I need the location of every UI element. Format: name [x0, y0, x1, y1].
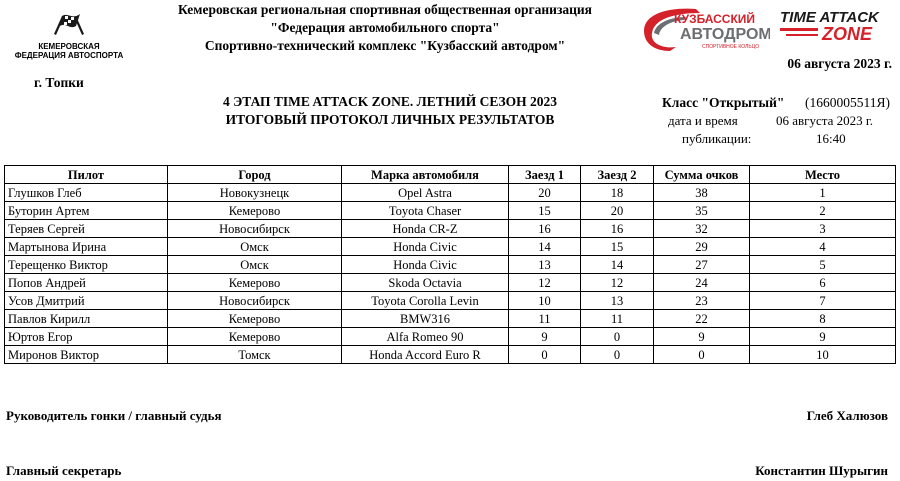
table-row: [5, 256, 896, 274]
cell-pilot: Мартынова Ирина: [5, 238, 168, 256]
header-date: 06 августа 2023 г.: [787, 56, 892, 71]
datetime-label-1: дата и время: [668, 113, 738, 128]
logo-text-line-1: КЕМЕРОВСКАЯ: [38, 42, 100, 51]
table-row: [5, 202, 896, 220]
time-attack-zone-logo: [778, 8, 896, 44]
cell-car: Honda CR-Z: [342, 220, 509, 238]
column-header-race-2: Заезд 2: [581, 166, 654, 184]
cell-race-1: 10: [509, 292, 581, 310]
column-header-city: Город: [168, 166, 342, 184]
cell-place: 5: [750, 256, 896, 274]
cell-pilot: Попов Андрей: [5, 274, 168, 292]
cell-place: 9: [750, 328, 896, 346]
cell-place: 2: [750, 202, 896, 220]
cell-car: Toyota Corolla Levin: [342, 292, 509, 310]
logo-ta-text-2: ZONE: [822, 24, 873, 44]
secretary-label: Главный секретарь: [6, 463, 122, 478]
cell-car: Toyota Chaser: [342, 202, 509, 220]
cell-race-2: 20: [581, 202, 654, 220]
cell-city: Кемерово: [168, 202, 342, 220]
judge-label: Руководитель гонки / главный судья: [6, 408, 222, 423]
cell-total: 38: [654, 184, 750, 202]
cell-place: 8: [750, 310, 896, 328]
cell-race-1: 16: [509, 220, 581, 238]
cell-race-1: 20: [509, 184, 581, 202]
logo-text-line-2: ФЕДЕРАЦИЯ АВТОСПОРТА: [14, 51, 124, 60]
table-row: [5, 274, 896, 292]
column-header-race-1: Заезд 1: [509, 166, 581, 184]
cell-pilot: Миронов Виктор: [5, 346, 168, 364]
cell-car: Opel Astra: [342, 184, 509, 202]
kuzbass-autodrom-logo: [640, 5, 770, 53]
table-row: [5, 292, 896, 310]
cell-place: 3: [750, 220, 896, 238]
cell-race-1: 12: [509, 274, 581, 292]
table-row: [5, 310, 896, 328]
cell-race-2: 16: [581, 220, 654, 238]
cell-total: 0: [654, 346, 750, 364]
event-subtitle: ИТОГОВЫЙ ПРОТОКОЛ ЛИЧНЫХ РЕЗУЛЬТАТОВ: [225, 112, 555, 127]
cell-race-1: 9: [509, 328, 581, 346]
cell-race-2: 18: [581, 184, 654, 202]
logo-kuz-text-2: АВТОДРОМ: [680, 26, 770, 43]
cell-pilot: Буторин Артем: [5, 202, 168, 220]
column-header-place: Место: [750, 166, 896, 184]
cell-city: Новокузнецк: [168, 184, 342, 202]
cell-pilot: Юртов Егор: [5, 328, 168, 346]
logo-kuz-text-3: СПОРТИВНОЕ КОЛЬЦО: [702, 44, 760, 50]
cell-race-2: 0: [581, 346, 654, 364]
cell-place: 6: [750, 274, 896, 292]
cell-place: 10: [750, 346, 896, 364]
cell-city: Кемерово: [168, 328, 342, 346]
checkered-flag-icon: [52, 10, 86, 36]
federation-logo: [14, 6, 124, 66]
table-row: [5, 238, 896, 256]
cell-race-1: 0: [509, 346, 581, 364]
secretary-name: Константин Шурыгин: [755, 463, 888, 478]
cell-total: 27: [654, 256, 750, 274]
column-header-car: Марка автомобиля: [342, 166, 509, 184]
logo-ta-text-1: TIME ATTACK: [780, 9, 879, 26]
cell-pilot: Усов Дмитрий: [5, 292, 168, 310]
cell-city: Новосибирск: [168, 292, 342, 310]
cell-pilot: Терещенко Виктор: [5, 256, 168, 274]
org-line-3: Спортивно-технический комплекс "Кузбасский автодром": [204, 38, 566, 53]
cell-city: Кемерово: [168, 310, 342, 328]
event-title: 4 ЭТАП TIME ATTACK ZONE. ЛЕТНИЙ СЕЗОН 2023: [222, 94, 558, 109]
results-table: [4, 165, 896, 364]
cell-race-2: 15: [581, 238, 654, 256]
cell-total: 22: [654, 310, 750, 328]
table-row: [5, 220, 896, 238]
cell-pilot: Павлов Кирилл: [5, 310, 168, 328]
cell-car: Honda Civic: [342, 238, 509, 256]
race-track-icon: [640, 5, 770, 53]
logo-kuz-text-1: КУЗБАССКИЙ: [674, 12, 756, 26]
org-line-2: "Федерация автомобильного спорта": [270, 20, 500, 35]
table-row: [5, 184, 896, 202]
cell-city: Томск: [168, 346, 342, 364]
cell-city: Омск: [168, 238, 342, 256]
cell-pilot: Теряев Сергей: [5, 220, 168, 238]
cell-car: BMW316: [342, 310, 509, 328]
cell-car: Honda Civic: [342, 256, 509, 274]
cell-city: Новосибирск: [168, 220, 342, 238]
cell-total: 35: [654, 202, 750, 220]
cell-race-1: 11: [509, 310, 581, 328]
cell-race-1: 14: [509, 238, 581, 256]
cell-race-2: 11: [581, 310, 654, 328]
datetime-label-2: публикации:: [682, 131, 752, 146]
pub-time: 16:40: [816, 131, 846, 146]
cell-car: Skoda Octavia: [342, 274, 509, 292]
pub-date: 06 августа 2023 г.: [776, 113, 873, 128]
cell-race-2: 12: [581, 274, 654, 292]
class-label: Класс "Открытый": [662, 95, 785, 110]
cell-car: Alfa Romeo 90: [342, 328, 509, 346]
city-label: г. Топки: [34, 75, 84, 90]
cell-race-1: 13: [509, 256, 581, 274]
cell-race-2: 0: [581, 328, 654, 346]
table-row: [5, 328, 896, 346]
cell-race-1: 15: [509, 202, 581, 220]
class-code: (1660005511Я): [805, 95, 890, 110]
cell-pilot: Глушков Глеб: [5, 184, 168, 202]
cell-place: 4: [750, 238, 896, 256]
table-row: [5, 346, 896, 364]
table-header-row: [5, 166, 896, 184]
cell-total: 9: [654, 328, 750, 346]
column-header-total: Сумма очков: [654, 166, 750, 184]
cell-race-2: 14: [581, 256, 654, 274]
cell-total: 29: [654, 238, 750, 256]
cell-total: 23: [654, 292, 750, 310]
cell-car: Honda Accord Euro R: [342, 346, 509, 364]
cell-total: 32: [654, 220, 750, 238]
cell-city: Омск: [168, 256, 342, 274]
time-attack-icon: [778, 8, 896, 44]
cell-place: 1: [750, 184, 896, 202]
cell-race-2: 13: [581, 292, 654, 310]
judge-name: Глеб Халюзов: [806, 408, 888, 423]
org-line-1: Кемеровская региональная спортивная общественная организация: [178, 2, 592, 17]
cell-total: 24: [654, 274, 750, 292]
cell-city: Кемерово: [168, 274, 342, 292]
cell-place: 7: [750, 292, 896, 310]
column-header-pilot: Пилот: [5, 166, 168, 184]
